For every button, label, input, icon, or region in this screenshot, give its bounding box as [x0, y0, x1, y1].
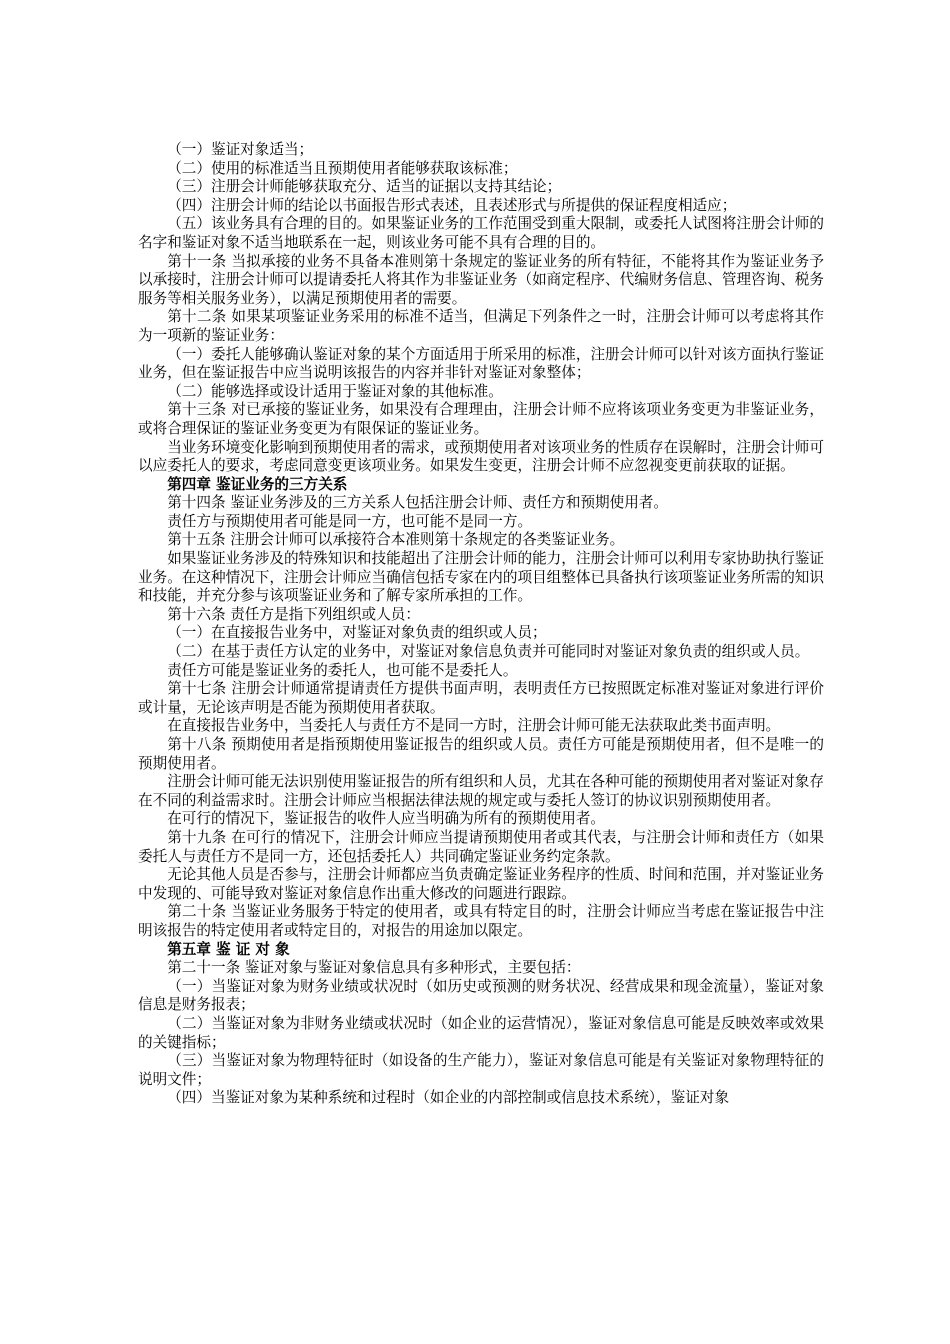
paragraph: （一）在直接报告业务中，对鉴证对象负责的组织或人员；	[167, 624, 547, 642]
paragraph: （二）能够选择或设计适用于鉴证对象的其他标准。	[167, 382, 503, 400]
paragraph: 无论其他人员是否参与，注册会计师都应当负责确定鉴证业务程序的性质、时间和范围，并对鉴证业务中发现的、可能导致对鉴证对象信息作出重大修改的问题进行跟踪。	[138, 866, 824, 902]
paragraph: 当业务环境变化影响到预期使用者的需求，或预期使用者对该项业务的性质存在误解时，注册会计师可以应委托人的要求，考虑同意变更该项业务。如果发生变更，注册会计师不应忽视变更前获取的证据。	[138, 438, 824, 475]
document-body	[138, 141, 824, 1108]
paragraph: 第十四条 鉴证业务涉及的三方关系人包括注册会计师、责任方和预期使用者。	[167, 494, 669, 512]
paragraph: 第十一条 当拟承接的业务不具备本准则第十条规定的鉴证业务的所有特征，不能将其作为鉴证业务予以承接时，注册会计师可以提请委托人将其作为非鉴证业务（如商定程序、代编财务信息、管理咨询、税务服务等相关服务业务），以满足预期使用者的需要。	[138, 252, 824, 307]
paragraph: 第十五条 注册会计师可以承接符合本准则第十条规定的各类鉴证业务。	[167, 531, 625, 549]
paragraph: 第十七条 注册会计师通常提请责任方提供书面声明，表明责任方已按照既定标准对鉴证对象进行评价或计量，无论该声明是否能为预期使用者获取。	[138, 680, 824, 716]
paragraph: （二）在基于责任方认定的业务中，对鉴证对象信息负责并可能同时对鉴证对象负责的组织或人员。	[167, 643, 810, 661]
paragraph: 责任方可能是鉴证业务的委托人，也可能不是委托人。	[167, 661, 518, 679]
paragraph: 第十八条 预期使用者是指预期使用鉴证报告的组织或人员。责任方可能是预期使用者，但不是唯一的预期使用者。	[138, 736, 824, 772]
paragraph: 如果鉴证业务涉及的特殊知识和技能超出了注册会计师的能力，注册会计师可以利用专家协助执行鉴证业务。在这种情况下，注册会计师应当确信包括专家在内的项目组整体已具备执行该项鉴证业务所需的知识和技能，并充分参与该项鉴证业务和了解专家所承担的工作。	[138, 550, 824, 605]
paragraph: （三）注册会计师能够获取充分、适当的证据以支持其结论；	[167, 178, 562, 196]
paragraph: （五）该业务具有合理的目的。如果鉴证业务的工作范围受到重大限制，或委托人试图将注册会计师的名字和鉴证对象不适当地联系在一起，则该业务可能不具有合理的目的。	[138, 215, 824, 251]
paragraph: 第十三条 对已承接的鉴证业务，如果没有合理理由，注册会计师不应将该项业务变更为非鉴证业务，或将合理保证的鉴证业务变更为有限保证的鉴证业务。	[138, 401, 824, 437]
paragraph: 责任方与预期使用者可能是同一方，也可能不是同一方。	[167, 512, 533, 530]
paragraph: （三）当鉴证对象为物理特征时（如设备的生产能力），鉴证对象信息可能是有关鉴证对象物理特征的说明文件；	[138, 1052, 824, 1088]
paragraph: （一）委托人能够确认鉴证对象的某个方面适用于所采用的标准，注册会计师可以针对该方面执行鉴证业务，但在鉴证报告中应当说明该报告的内容并非针对鉴证对象整体；	[138, 345, 824, 382]
paragraph: 第二十一条 鉴证对象与鉴证对象信息具有多种形式，主要包括：	[167, 959, 581, 977]
paragraph: 注册会计师可能无法识别使用鉴证报告的所有组织和人员，尤其在各种可能的预期使用者对鉴证对象存在不同的利益需求时。注册会计师应当根据法律法规的规定或与委托人签订的协议识别预期使用者。	[138, 773, 824, 809]
paragraph: 第十六条 责任方是指下列组织或人员：	[167, 605, 420, 623]
paragraph: 第十九条 在可行的情况下，注册会计师应当提请预期使用者或其代表，与注册会计师和责任方（如果委托人与责任方不是同一方，还包括委托人）共同确定鉴证业务约定条款。	[138, 828, 824, 865]
paragraph: 第二十条 当鉴证业务服务于特定的使用者，或具有特定目的时，注册会计师应当考虑在鉴证报告中注明该报告的特定使用者或特定目的，对报告的用途加以限定。	[138, 903, 824, 939]
paragraph: （二）当鉴证对象为非财务业绩或状况时（如企业的运营情况），鉴证对象信息可能是反映效率或效果的关键指标；	[138, 1014, 824, 1051]
paragraph: （一）当鉴证对象为财务业绩或状况时（如历史或预测的财务状况、经营成果和现金流量），鉴证对象信息是财务报表；	[138, 977, 824, 1014]
paragraph: 在直接报告业务中，当委托人与责任方不是同一方时，注册会计师可能无法获取此类书面声明。	[167, 717, 781, 735]
paragraph: （一）鉴证对象适当；	[167, 141, 314, 158]
paragraph: 第十二条 如果某项鉴证业务采用的标准不适当，但满足下列条件之一时，注册会计师可以考虑将其作为一项新的鉴证业务：	[138, 308, 824, 344]
paragraph: （四）注册会计师的结论以书面报告形式表述，且表述形式与所提供的保证程度相适应；	[167, 196, 737, 214]
paragraph: （四）当鉴证对象为某种系统和过程时（如企业的内部控制或信息技术系统），鉴证对象	[167, 1089, 730, 1107]
chapter-heading: 第五章 鉴 证 对 象	[167, 940, 290, 958]
paragraph: 在可行的情况下，鉴证报告的收件人应当明确为所有的预期使用者。	[167, 810, 606, 828]
paragraph: （二）使用的标准适当且预期使用者能够获取该标准；	[167, 159, 518, 177]
chapter-heading: 第四章 鉴证业务的三方关系	[167, 475, 348, 493]
